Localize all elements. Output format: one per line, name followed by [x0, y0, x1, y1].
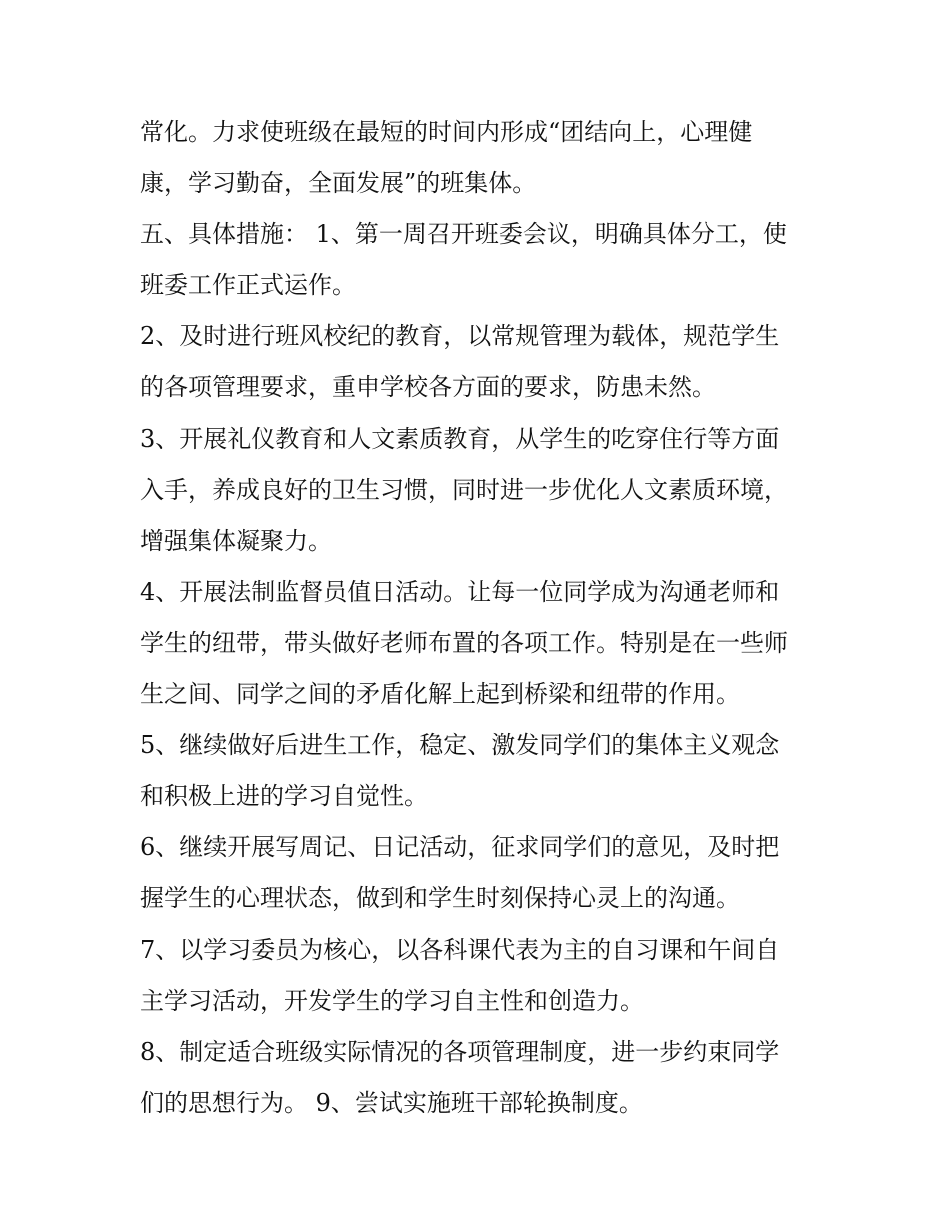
- document-body: [140, 107, 820, 1129]
- text-line: 6、继续开展写周记、日记活动，征求同学们的意见，及时把: [140, 833, 780, 862]
- text-line: 7、以学习委员为核心，以各科课代表为主的自习课和午间自: [140, 935, 780, 964]
- text-line: 康，学习勤奋，全面发展”的班集体。: [140, 169, 537, 198]
- text-line: 常化。力求使班级在最短的时间内形成“团结向上，心理健: [140, 118, 753, 146]
- text-line: 入手，养成良好的卫生习惯，同时进一步优化人文素质环境，: [140, 475, 788, 504]
- text-line: 主学习活动，开发学生的学习自主性和创造力。: [140, 986, 644, 1015]
- text-line: 班委工作正式运作。: [140, 271, 356, 300]
- text-line: 握学生的心理状态，做到和学生时刻保持心灵上的沟通。: [140, 884, 740, 913]
- text-line: 生之间、同学之间的矛盾化解上起到桥梁和纽带的作用。: [140, 680, 740, 709]
- text-line: 8、制定适合班级实际情况的各项管理制度，进一步约束同学: [140, 1037, 780, 1066]
- text-line: 2、及时进行班风校纪的教育，以常规管理为载体，规范学生: [140, 322, 780, 351]
- text-line: 5、继续做好后进生工作，稳定、激发同学们的集体主义观念: [140, 731, 780, 760]
- text-line: 五、具体措施： 1、第一周召开班委会议，明确具体分工，使: [140, 220, 787, 249]
- text-line: 学生的纽带，带头做好老师布置的各项工作。特别是在一些师: [140, 628, 788, 657]
- text-line: 3、开展礼仪教育和人文素质教育，从学生的吃穿住行等方面: [140, 424, 780, 453]
- text-line: 的各项管理要求，重申学校各方面的要求，防患未然。: [140, 373, 716, 402]
- text-line: 们的思想行为。 9、尝试实施班干部轮换制度。: [140, 1088, 643, 1117]
- text-line: 4、开展法制监督员值日活动。让每一位同学成为沟通老师和: [140, 577, 780, 606]
- text-line: 增强集体凝聚力。: [140, 526, 332, 555]
- text-line: 和积极上进的学习自觉性。: [140, 782, 428, 811]
